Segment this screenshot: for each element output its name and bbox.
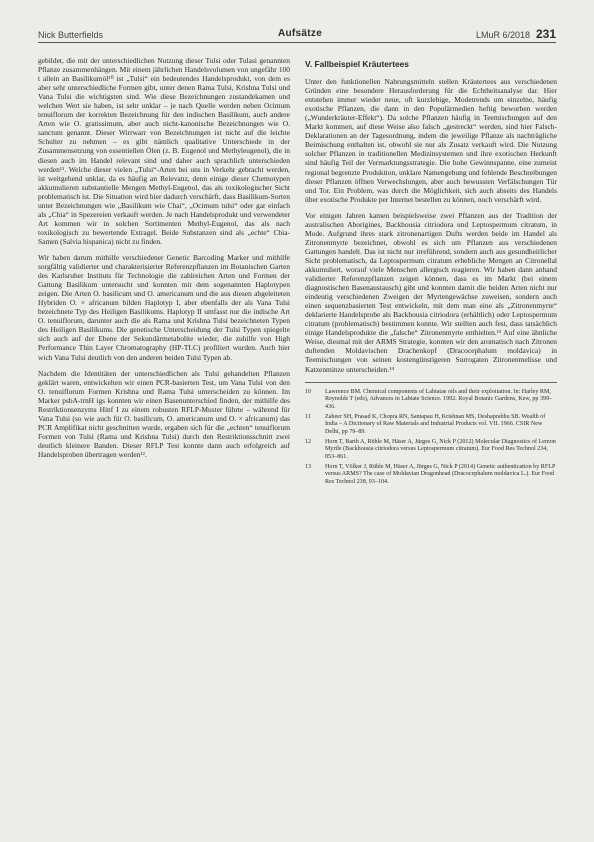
header-section: Aufsätze: [278, 28, 323, 39]
header-author: Nick Butterfields: [38, 30, 104, 40]
footnote-number: 10: [305, 388, 312, 395]
header-rule: [38, 42, 556, 43]
footnote-text: Zaheer SH, Prasad K, Chopra RN, Santapau H, Krishnan MS, Deshaprabhu SB. Wealth of India – A Dictionary of Raw Materials and Industrial Products vol. VII. 1966. CSIR New Delhi, pp 79–89.: [325, 413, 546, 435]
footnote-number: 11: [305, 413, 311, 420]
footnotes: [305, 389, 557, 487]
right-column: [305, 56, 557, 489]
left-column: [38, 56, 290, 466]
footnote-text: Horn T, Völker J, Rühle M, Häser A, Jürges G, Nick P (2014) Genetic authentication by RFLP versus ARMS? The case of Moldavian Dragonhead (Dracocephalum moldavica L.). Eur Food Res Technol 238, 93–104.: [325, 463, 556, 485]
footnote-text: Horn T, Barth A, Rühle M, Häser A, Jürges G, Nick P (2012) Molecular Diagnostics of Lemon Myrtle (Backhousia citriodora versus Leptospermum citratum). Eur Food Res Technol 234, 853–861.: [325, 438, 556, 460]
footnote: [305, 389, 557, 412]
footnote: [305, 439, 557, 462]
page-number: 231: [535, 27, 556, 41]
section-heading: V. Fallbeispiel Kräutertees: [305, 59, 409, 69]
paragraph: Wir haben darum mithilfe verschiedener Genetic Barcoding Marker und mithilfe sorgfältig validierter und charakterisierter Referenzpflanzen im Botanischen Garten des Karlsruher Instituts für Technologie die zahlreichen Arten und Formen der Gattung Basilikum untersucht und konnten mit dem sogenannten Haplotypen zeigen. Die Arten O. basilicum und O. americanum und die aus diesen abgeleiteten Hybriden O. × africanum bilden Haplotyp I, aber ebenfalls der als Vana Tulsi bezeichnete Typ des Heiligen Basilikums. Haplotyp II umfasst nur die indische Art O. tenuiflorum, darunter auch die als Rama und Krishna Tulsi bezeichneten Typen des Heiligen Basilikums. Die genetische Unterscheidung der Tulsi Typen spiegelte sich auch auf der Ebene der Sekundärmetabolite wieder, die zuhilfe von High Performance Thin Layer Chromatography (HP-TLC) profiliert wurden. Auch hier wich Vana Tulsi deutlich von den anderen beiden Tulsi Typen ab.: [38, 252, 290, 362]
footnote-number: 13: [305, 463, 312, 470]
paragraph: Nachdem die Identitäten der unterschiedlichen als Tulsi gehandelten Pflanzen geklärt waren, entwickelten wir einen PCR-basierten Test, um Vana Tulsi von den O. tenuiflorum Formen Krishna und Rama Tulsi unterscheiden zu können. Im Marker psbA-trnH igs konnten wir einen Basenunterschied finden, der mithilfe des Restriktionsenzyms Hinf I zu einem robusten RFLP-Muster führte – während für Vana Tulsi (so wie auch für O. basilicum, O. americanum und O. × africanum) das PCR Amplifikat nicht geschnitten wurde, ergaben sich für die „echten“ tenuiflorum Formen von Tulsi (Rama und Krishna Tulsi) durch den Restriktionsschnitt zwei deutlich kleinere Banden. Dieser RFLP Test konnte dann auch erfolgreich auf Handelsproben übertragen werden¹².: [38, 368, 290, 459]
footnote-text: Lawrence BM. Chemical components of Labiatae oils and their exploitation. In: Harley RM, Reynolds T (eds), Advances in Labiate Science. 1992. Royal Botanic Gardens, Kew, pp 399–436.: [325, 388, 553, 410]
header-journal: LMuR 6/2018: [475, 30, 530, 40]
running-header: [38, 24, 556, 42]
paragraph: gebildet, die mit der unterschiedlichen Nutzung dieser Tulsi oder Tulasi genannten Pflanze zusammenhängen. Mit einem jährlichen Handelsvolumen von ungefähr 100 t allein an Basilikumöl¹⁰ ist „Tulsi“ ein bedeutendes Handelsprodukt, von dem es aber sehr unterschiedliche Formen gibt, unter denen Rama Tulsi, Krishna Tulsi und Vana Tulsi die wichtigsten sind. Wie diese Bezeichnungen zustandekamen und welchen Wert sie haben, ist sehr unklar – je nach Quelle werden neben Ocimum tenuiflorum der korrekten Bezeichnung für den indischen Basilikum, auch andere Arten wie O. gratissimum, aber auch nicht-kanonische Bezeichnungen wie O. sanctum genannt. Dieser Wirrwarr von Bezeichnungen ist nicht auf die leichte Schulter zu nehmen – es gibt nämlich qualitative Unterschiede in der Zusammensetzung von essentiellen Ölen (z. B. Eugenol und Methyleugenol), die in diesen auch im Handel relevant sind und daher auch sprachlich unterschieden werden¹¹. Welche dieser vielen „Tulsi“-Arten bei uns in Verkehr gebracht werden, ist weitgehend unklar, da es häufig an Relevanz, denn einige dieser Chemotypen akkumulieren substantielle Mengen Methyl-Eugenol, das als toxikologischer Sicht problematisch ist. Die Situation wird hier dadurch verschärft, dass Basilikum-Sorten unter Bezeichnungen wie „Basilikum wie Chai“, „Ocimum tulsi“ oder gar einfach als „Chia“ in Spezereien verkauft werden. Je nach Handelsprodukt und verwendeter Art kommen wir in solchen Sortimenten Methyl-Eugenol, das als nach toxikologisch zu bewertende Extragel. Beide Substanzen sind als „echte“ Chia-Samen (Salvia hispanica) nicht zu finden.: [38, 56, 290, 246]
footnote: [305, 414, 557, 437]
footnote-number: 12: [305, 438, 312, 445]
footnote: [305, 464, 557, 487]
footnote-rule: [305, 382, 557, 383]
paragraph: Vor einigen Jahren kamen beispielsweise zwei Pflanzen aus der Tradition der australischen Aborigines, Backhousia citriodora und Leptospermum citratum, in Mode. Aufgrund ihres stark zitronenartigen Dufts werden beide im Handel als Zitronenmyrte bezeichnet, obwohl es sich um Pflanzen aus verschiedenen Gattungen handelt. Das ist nicht nur irreführend, sondern auch aus gesundheitlicher Sicht problematisch, da Leptospermum citratum erhebliche Mengen an Citronellal akkumuliert, worauf viele Menschen allergisch reagieren. Wir haben dann anhand validierter Referenzpflanzen zeigen können, dass es im Markt (bei einem diagnostischen Basenaustausch) gibt und konnten damit die beiden Arten nicht nur eindeutig verschiedenen Zweigen der Myrtengewächse zuweisen, sondern auch einen sequenzbasierten Test entwickeln, mit dem man eine als „Zitronenmyrte“ deklarierte Handelsprobe als Backhousia citriodora (erhältlich) oder Leptospermum citratum (problematisch) bestimmen konnte. Wir stellten auch fest, dass tatsächlich einige Handelsprodukte die „falsche“ Zitronenmyrte enthielten.¹³ Auf eine ähnliche Weise, diesmal mit der ARMS Strategie, konnten wir den aromatisch nach Zitronen duftenden Moldavischen Drachenkopf (Dracocephalum moldavica) in Teemischungen von seinen kostengünstigeren Surrogaten Zitronenmelisse und Katzenminze unterscheiden.¹⁴: [305, 210, 557, 374]
paragraph: Unter den funktionellen Nahrungsmitteln stellen Kräutertees aus verschiedenen Gründen eine besondere Herausforderung für die Echtheitsanalyse dar. Hier entstehen immer wieder neue, oft kurzlebige, Modetrends um einzelne, häufig exotische Pflanzen, die dann in den Populärmedien heftig beworben werden („Wunderkräuter-Effekt“). Da solche Pflanzen häufig in Teemischungen auf den Markt kommen, auf diese Weise also falsch „gestreckt“ werden, sind hier Falsch-Deklarationen an der Tagesordnung, indem die jeweilige Pflanze als nachträgliche Beimischung enthalten ist, obwohl sie nur als Zusatz verkauft wird. Die Nutzung solcher Pflanzen in traditionellen Medizinsystemen und ihre exotischen Herkunft sind häufig Teil der Vermarktungsstrategie. Die hohe Gewinnspanne, eine zumeist regional begrenzte Produktion, unklare Namengebung und fehlende Beschreibungen dieser Pflanzen öffnen Verwechslungen, aber auch bewussten Verfälschungen Tür und Tor. Ein Problem, was durch die Möglichkeit, sich auch abseits des Handels über exotische Produkte per Internet bestellen zu können, noch verschärft wird.: [305, 77, 557, 204]
